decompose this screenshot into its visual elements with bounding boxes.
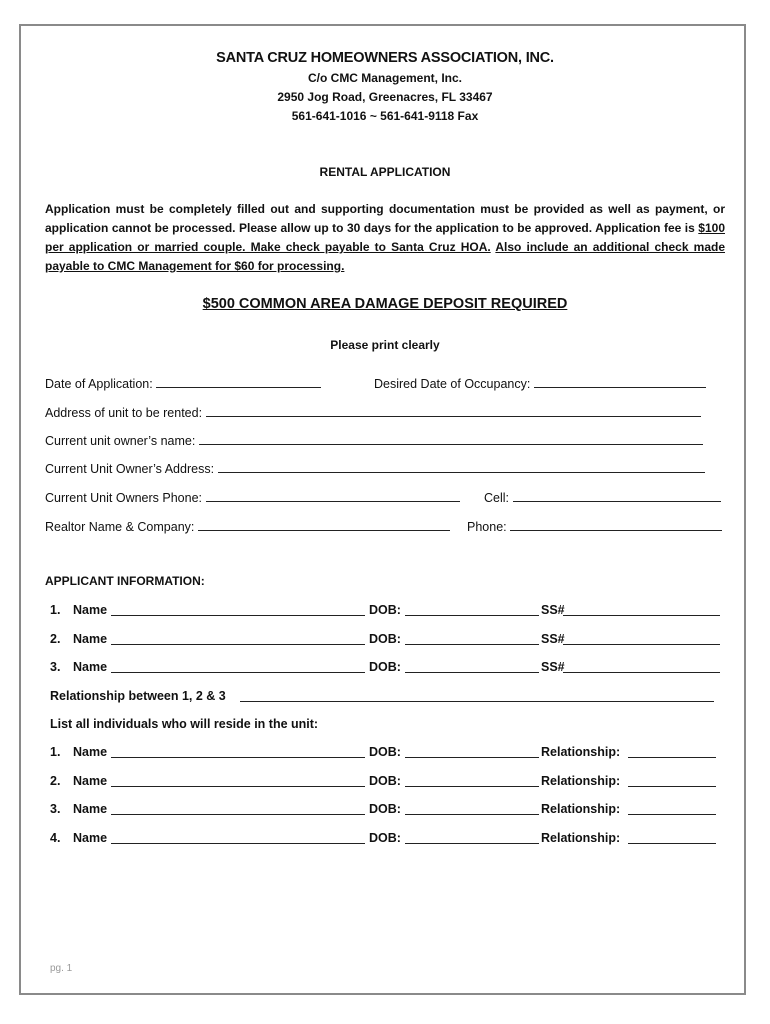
applicant-ss-line[interactable] [563,660,720,673]
resident-name-line[interactable] [111,802,365,815]
resident-rel-label: Relationship: [541,830,621,845]
date-of-application-label: Date of Application: [45,377,153,391]
owner-phone-label: Current Unit Owners Phone: [45,491,203,505]
applicant-name-line[interactable] [111,660,365,673]
resident-dob-line[interactable] [405,745,539,758]
applicant-dob-label: DOB: [369,631,401,646]
owner-phone-line[interactable] [206,489,460,502]
deposit-heading: $500 COMMON AREA DAMAGE DEPOSIT REQUIRED [202,296,568,312]
owner-name-field[interactable] [45,432,703,448]
resident-name-line[interactable] [111,831,365,844]
applicant-dob-label: DOB: [369,603,401,617]
phone-fax-line: 561-641-1016 ~ 561-641-9118 Fax [291,109,479,123]
resident-rel-label: Relationship: [541,802,621,816]
intro-text: Application must be completely filled out and supporting documentation must be provided as well as payment, or application cannot be processed. Please allow up to 30 days for the application to be approved. Application fee is [45,202,725,235]
resident-dob-label: DOB: [369,802,401,816]
owner-address-label: Current Unit Owner’s Address: [45,462,215,476]
page-number: pg. 1 [50,963,73,974]
resident-dob-label: DOB: [369,773,401,788]
desired-date-line[interactable] [534,375,706,388]
owner-name-line[interactable] [199,432,703,445]
resident-name-label: Name [73,830,108,845]
address-label: Address of unit to be rented: [45,406,203,420]
applicant-name-label: Name [73,660,108,674]
resident-name-line[interactable] [111,774,365,787]
owner-address-field[interactable] [45,460,705,476]
date-of-application-line[interactable] [156,375,321,388]
applicant-ss-label: SS# [541,603,565,617]
resident-dob-line[interactable] [405,831,539,844]
resident-relationship-line[interactable] [628,745,716,758]
resident-num-label: 2. [50,773,61,788]
applicant-name-label: Name [73,631,108,646]
applicant-name-line[interactable] [111,603,365,616]
owner-name-label: Current unit owner’s name: [45,434,196,448]
resident-dob-line[interactable] [405,774,539,787]
applicant-name-label: Name [73,603,108,617]
resident-num-label: 4. [50,830,61,845]
resident-dob-label: DOB: [369,830,401,845]
resident-dob-line[interactable] [405,802,539,815]
cell-field[interactable] [484,489,721,505]
owner-phone-field[interactable] [45,489,460,505]
resident-relationship-line[interactable] [628,831,716,844]
applicant-ss-label: SS# [541,631,565,646]
applicant-ss-label: SS# [541,660,565,674]
residents-heading-text: List all individuals who will reside in the unit: [50,717,319,731]
intro-paragraph [45,200,725,276]
resident-relationship-line[interactable] [628,802,716,815]
desired-date-label: Desired Date of Occupancy: [374,377,531,391]
resident-num-label: 3. [50,802,61,816]
intro-fee-text: $100 per application or married couple. Make check payable to Santa Cruz HOA. [45,221,725,254]
applicant-ss-line[interactable] [563,603,720,616]
desired-date-field[interactable] [374,375,706,391]
print-note: Please print clearly [330,338,440,352]
cell-line[interactable] [513,489,721,502]
address-line-input[interactable] [206,404,701,417]
applicant-dob-line[interactable] [405,660,539,673]
applicant-num-label: 1. [50,603,61,617]
cell-label: Cell: [484,491,510,505]
resident-name-label: Name [73,745,108,759]
resident-name-line[interactable] [111,745,365,758]
realtor-phone-label: Phone: [467,520,507,534]
applicant-dob-line[interactable] [405,603,539,616]
resident-num-label: 1. [50,745,61,759]
realtor-phone-field[interactable] [467,518,722,534]
applicant-dob-line[interactable] [405,632,539,645]
realtor-phone-line[interactable] [510,518,722,531]
realtor-field[interactable] [45,518,450,534]
applicant-num-label: 2. [50,631,61,646]
resident-rel-label: Relationship: [541,773,621,788]
resident-rel-label: Relationship: [541,745,621,759]
relationship-label: Relationship between 1, 2 & 3 [50,689,226,703]
applicant-ss-line[interactable] [563,632,720,645]
applicant-name-line[interactable] [111,632,365,645]
realtor-label: Realtor Name & Company: [45,520,195,534]
association-name: SANTA CRUZ HOMEOWNERS ASSOCIATION, INC. [216,50,554,66]
resident-name-label: Name [73,773,108,788]
resident-relationship-line[interactable] [628,774,716,787]
form-title: RENTAL APPLICATION [319,165,451,179]
relationship-line[interactable] [240,689,714,702]
owner-address-line[interactable] [218,460,705,473]
address-field[interactable] [45,404,701,420]
applicant-heading: APPLICANT INFORMATION: [45,574,205,588]
management-company: C/o CMC Management, Inc. [307,71,462,85]
resident-name-label: Name [73,802,108,816]
intro-processing-text: Also include an additional check made payable to CMC Management for $60 for processing. [45,240,725,273]
applicant-dob-label: DOB: [369,660,401,674]
address-line: 2950 Jog Road, Greenacres, FL 33467 [277,90,493,104]
date-of-application-field[interactable] [45,375,321,391]
realtor-line[interactable] [198,518,450,531]
applicant-num-label: 3. [50,660,61,674]
resident-dob-label: DOB: [369,745,401,759]
